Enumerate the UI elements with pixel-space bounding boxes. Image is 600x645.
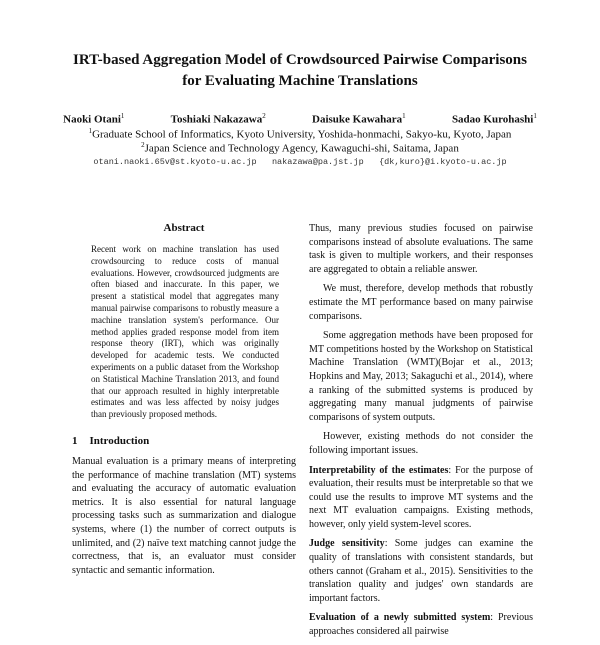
title-line-1: IRT-based Aggregation Model of Crowdsourced Pairwise Comparisons: [73, 52, 527, 68]
author-emails: [40, 157, 560, 167]
author: Toshiaki Nakazawa$^2$: [170, 112, 266, 126]
issue-item: Evaluation of a newly submitted system: Previous approaches considered all pairwise: [309, 612, 533, 638]
email: nakazawa@pa.jst.jp: [271, 157, 364, 167]
author: Daisuke Kawahara$^1$: [312, 112, 406, 126]
author: Naoki Otani$^1$: [63, 112, 125, 126]
affiliation-1: $^1$Graduate School of Informatics, Kyoto University, Yoshida-honmachi, Sakyo-ku, Kyoto, Japan: [88, 127, 512, 141]
section-heading: [72, 435, 296, 447]
email: otani.naoki.65v@st.kyoto-u.ac.jp: [93, 157, 257, 167]
body-paragraph: However, existing methods do not consider the following important issues.: [309, 431, 533, 456]
right-column: [309, 222, 533, 645]
intro-paragraph: Manual evaluation is a primary means of interpreting the performance of machine translation (MT) systems and evaluating the accuracy of automatic evaluation metrics. It is also essential for natural language processing tasks such as summarization and dialogue systems, where (1) the number of correct outputs is unlimited, and (2) naïve text matching cannot judge the correctness, that is, an evaluator must consider syntactic and semantic information.: [72, 455, 296, 576]
left-column: [72, 222, 296, 583]
paper-title: [40, 50, 560, 92]
section-title: Introduction: [89, 434, 150, 447]
body-paragraph: We must, therefore, develop methods that robustly estimate the MT performance based on many pairwise comparisons.: [309, 283, 533, 322]
author: Sadao Kurohashi$^1$: [451, 112, 537, 126]
issue-item: Interpretability of the estimates: For the purpose of evaluation, their results must be interpretable so that we could use the results to improve MT systems and the next MT evaluation campaigns. Existing methods, however, only yield system-level scores.: [309, 464, 533, 530]
body-paragraph: Some aggregation methods have been proposed for MT competitions hosted by the Workshop on Statistical Machine Translation (WMT)(Bojar et al., 2013; Hopkins and May, 2013; Sakaguchi et al., 2014), where a ranking of the submitted systems is produced by aggregating many manual judgments of pairwise comparisons of system outputs.: [309, 330, 533, 423]
body-paragraph: Thus, many previous studies focused on pairwise comparisons instead of absolute evaluations. The same task is given to multiple workers, and their responses are aggregated to obtain a reliable answer.: [309, 223, 533, 275]
section-number: 1: [72, 434, 78, 447]
abstract-heading: Abstract: [163, 222, 205, 234]
email: {dk,kuro}@i.kyoto-u.ac.jp: [379, 157, 507, 167]
title-line-2: for Evaluating Machine Translations: [182, 73, 418, 89]
issue-item: Judge sensitivity: Some judges can examine the quality of translations with consistent standards, but others cannot (Graham et al., 2015). Sensitivities to the translation quality and judges' own standards are important factors.: [309, 538, 533, 604]
author-list: [40, 112, 560, 126]
affiliation-2: $^2$Japan Science and Technology Agency, Kawaguchi-shi, Saitama, Japan: [141, 141, 459, 155]
abstract-text: Recent work on machine translation has used crowdsourcing to reduce costs of manual evaluations. However, crowdsourced judgments are often biased and inaccurate. In this paper, we present a statistical model that aggregates many manual pairwise comparisons to robustly measure a machine translation system's performance. Our method applies graded response model from item response theory (IRT), which was originally developed for academic tests. We conducted experiments on a public dataset from the Workshop on Statistical Machine Translation 2013, and found that our approach resulted in highly interpretable estimates and was less affected by noisy judges than previously proposed methods.: [91, 244, 279, 420]
